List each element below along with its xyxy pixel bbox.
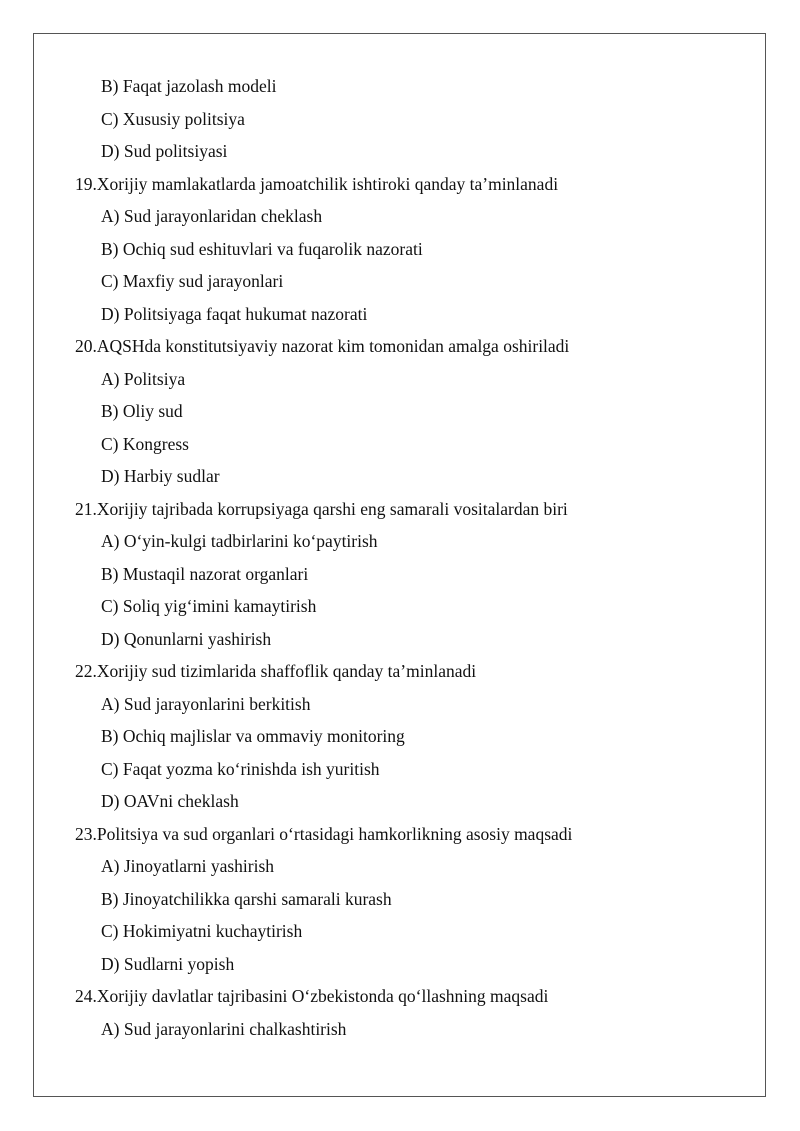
answer-option: D) Sud politsiyasi bbox=[101, 141, 228, 161]
answer-option: D) Sudlarni yopish bbox=[101, 953, 235, 974]
answer-option: B) Mustaqil nazorat organlari bbox=[101, 563, 309, 584]
answer-option: A) Sud jarayonlarini chalkashtirish bbox=[101, 1018, 347, 1039]
question-text: 19.Xorijiy mamlakatlarda jamoatchilik ishtiroki qanday ta’minlanadi bbox=[75, 173, 559, 194]
answer-option: A) Sud jarayonlarini berkitish bbox=[101, 693, 311, 714]
answer-option: D) OAVni cheklash bbox=[101, 791, 239, 811]
answer-option: C) Hokimiyatni kuchaytirish bbox=[101, 921, 303, 941]
answer-option: B) Jinoyatchilikka qarshi samarali kurash bbox=[101, 888, 392, 909]
answer-option: B) Ochiq majlislar va ommaviy monitoring bbox=[101, 726, 405, 746]
answer-option: C) Xususiy politsiya bbox=[101, 108, 245, 129]
question-text: 24.Xorijiy davlatlar tajribasini O‘zbekistonda qo‘llashning maqsadi bbox=[75, 986, 549, 1006]
answer-option: A) Politsiya bbox=[101, 368, 186, 389]
answer-option: A) O‘yin-kulgi tadbirlarini ko‘paytirish bbox=[101, 531, 378, 551]
answer-option: C) Soliq yig‘imini kamaytirish bbox=[101, 596, 317, 616]
answer-option: A) Sud jarayonlaridan cheklash bbox=[101, 206, 323, 226]
answer-option: B) Ochiq sud eshituvlari va fuqarolik nazorati bbox=[101, 238, 423, 259]
answer-option: C) Faqat yozma ko‘rinishda ish yuritish bbox=[101, 758, 380, 779]
answer-option: A) Jinoyatlarni yashirish bbox=[101, 856, 275, 876]
answer-option: B) Faqat jazolash modeli bbox=[101, 76, 277, 96]
answer-option: C) Kongress bbox=[101, 433, 189, 454]
document-body bbox=[0, 70, 800, 1045]
question-text: 21.Xorijiy tajribada korrupsiyaga qarshi eng samarali vositalardan biri bbox=[75, 498, 568, 519]
answer-option: D) Politsiyaga faqat hukumat nazorati bbox=[101, 303, 368, 324]
question-text: 20.AQSHda konstitutsiyaviy nazorat kim tomonidan amalga oshiriladi bbox=[75, 336, 570, 356]
answer-option: D) Qonunlarni yashirish bbox=[101, 628, 272, 649]
answer-option: D) Harbiy sudlar bbox=[101, 466, 220, 486]
question-text: 23.Politsiya va sud organlari o‘rtasidagi hamkorlikning asosiy maqsadi bbox=[75, 823, 573, 844]
answer-option: B) Oliy sud bbox=[101, 401, 183, 421]
answer-option: C) Maxfiy sud jarayonlari bbox=[101, 271, 284, 291]
question-text: 22.Xorijiy sud tizimlarida shaffoflik qanday ta’minlanadi bbox=[75, 661, 477, 681]
